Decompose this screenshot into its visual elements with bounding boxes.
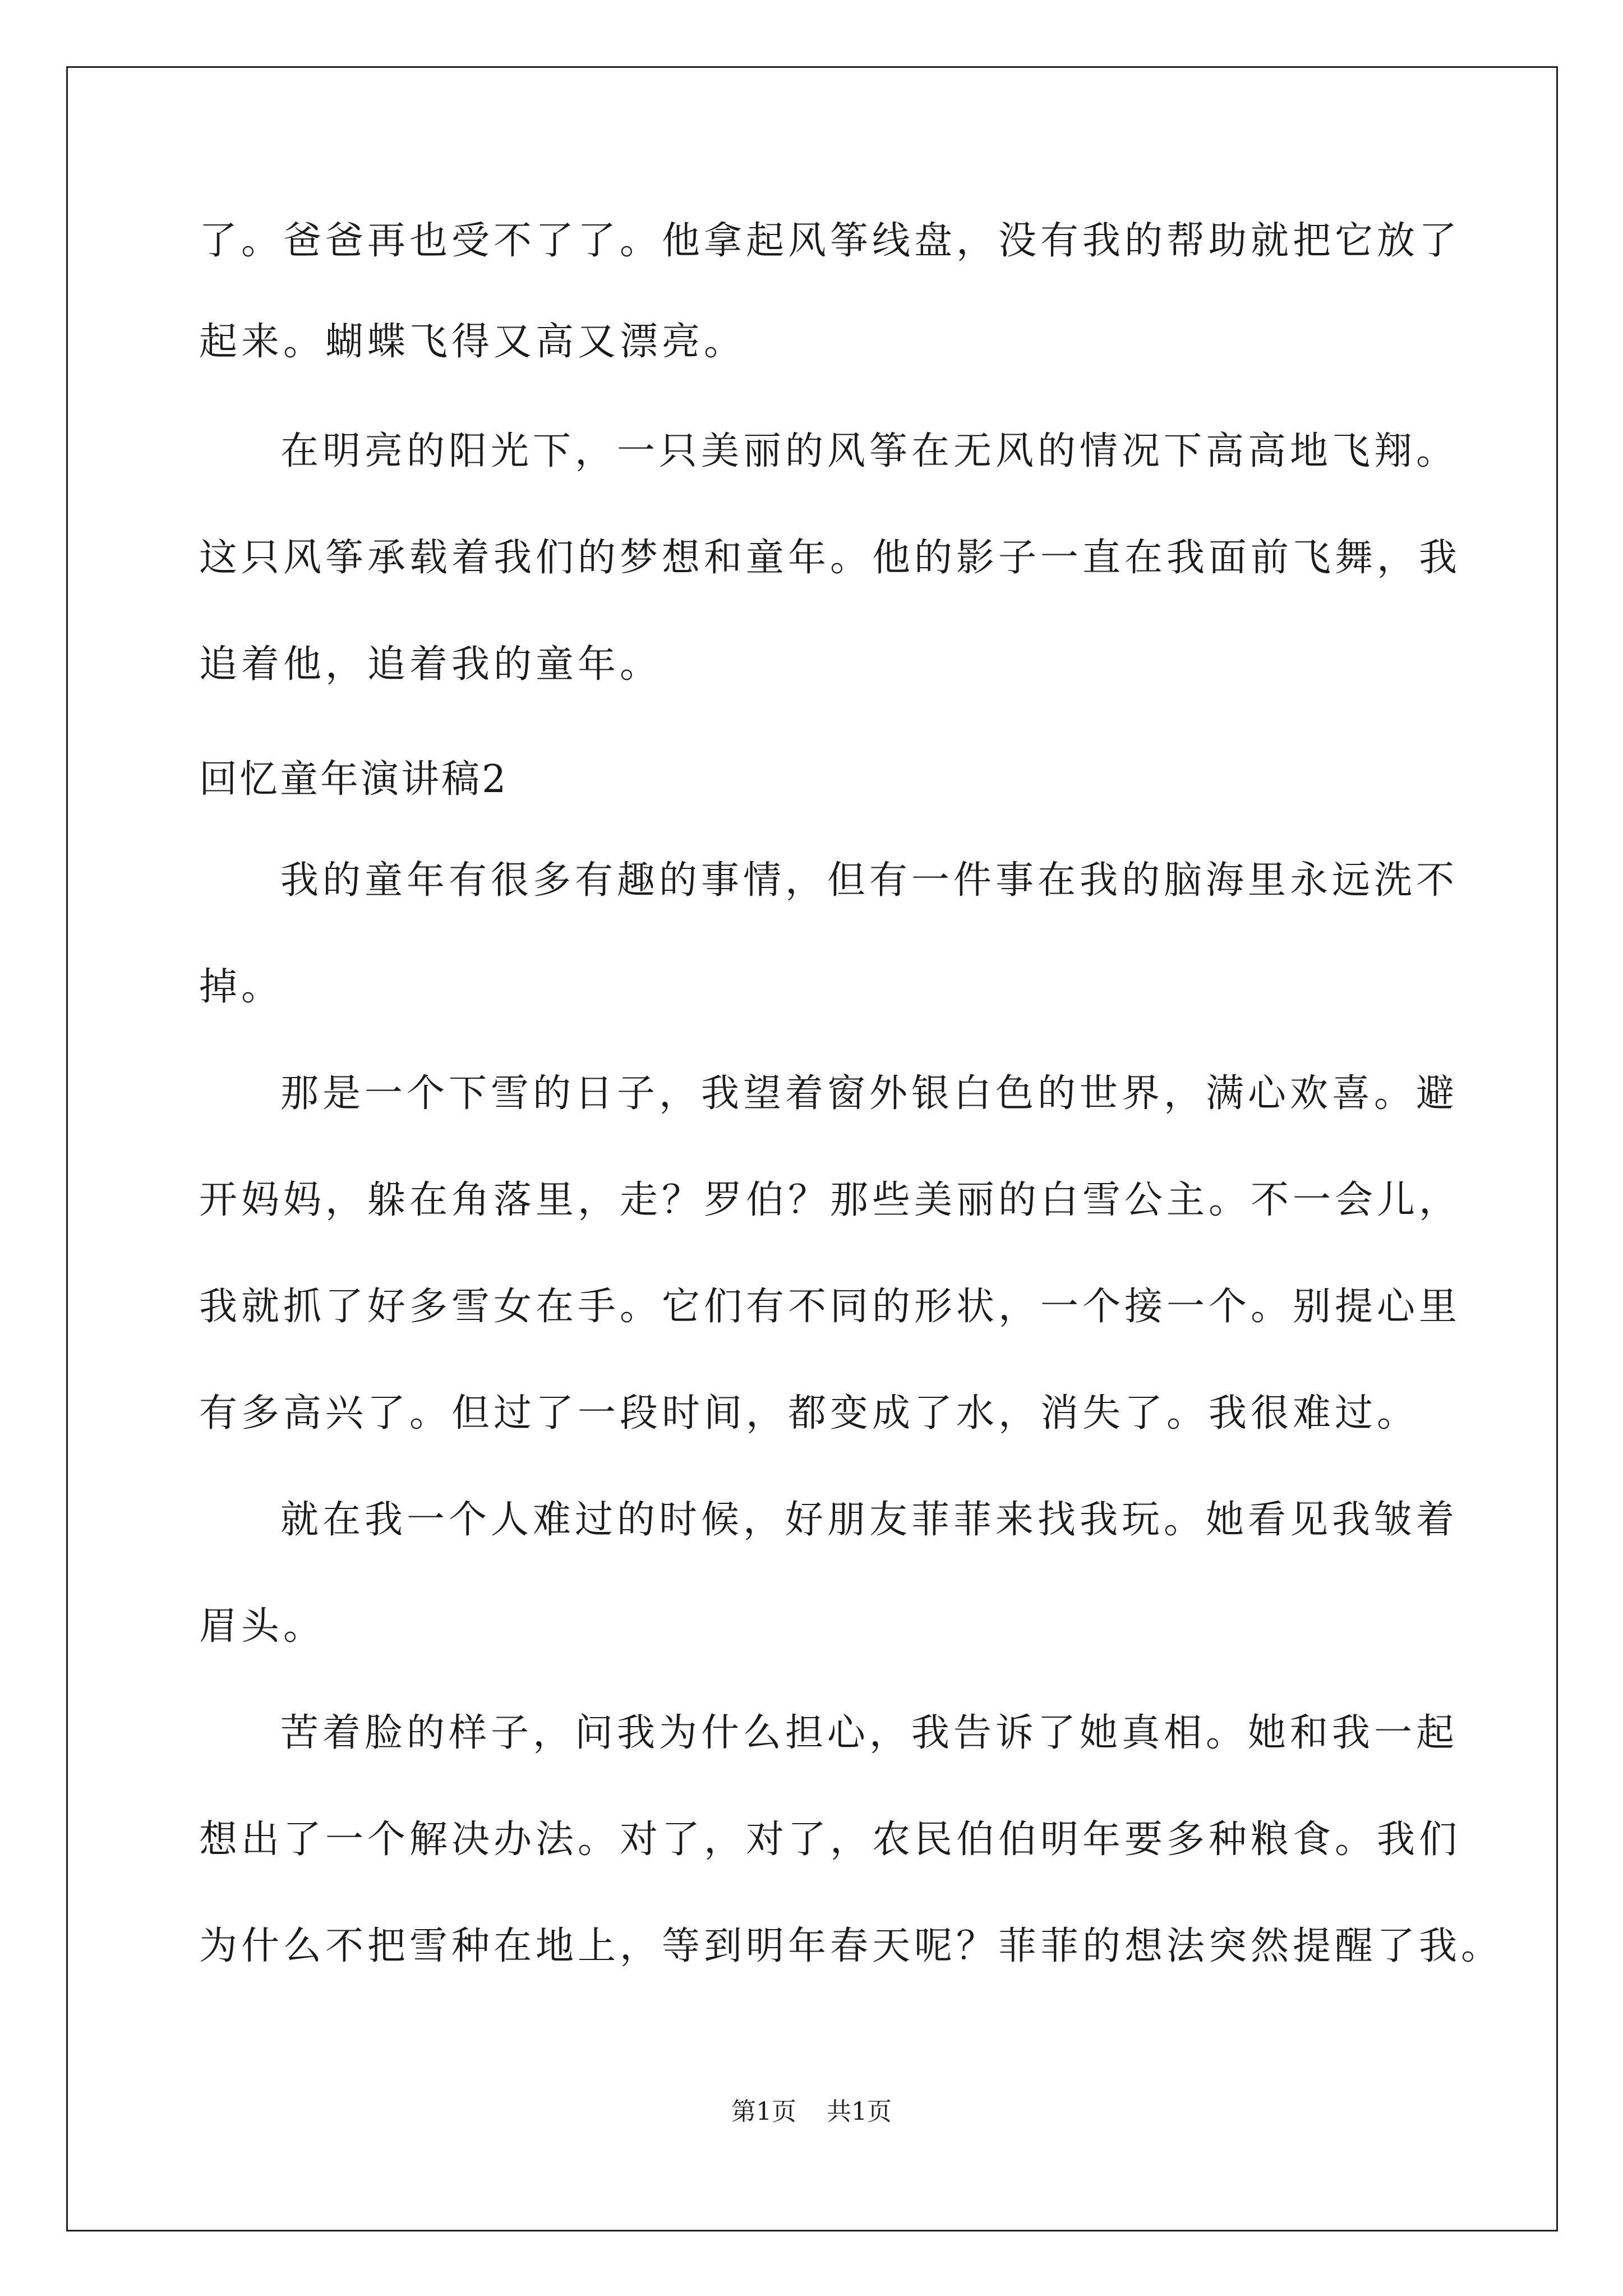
body-line: 想出了一个解决办法。对了，对了，农民伯伯明年要多种粮食。我们 bbox=[199, 1818, 1461, 1862]
section-heading: 回忆童年演讲稿2 bbox=[199, 757, 509, 802]
body-line: 这只风筝承载着我们的梦想和童年。他的影子一直在我面前飞舞，我 bbox=[199, 536, 1461, 580]
body-line: 我就抓了好多雪女在手。它们有不同的形状，一个接一个。别提心里 bbox=[199, 1285, 1461, 1329]
page-border bbox=[66, 66, 1558, 2231]
page-total: 共1页 bbox=[827, 2097, 892, 2126]
paragraph-start: 苦着脸的样子，问我为什么担心，我告诉了她真相。她和我一起 bbox=[280, 1711, 1459, 1755]
paragraph-start: 就在我一个人难过的时候，好朋友菲菲来找我玩。她看见我皱着 bbox=[280, 1498, 1459, 1542]
body-line: 掉。 bbox=[199, 965, 284, 1009]
page-footer bbox=[0, 2095, 1623, 2129]
page-number: 第1页 bbox=[731, 2097, 796, 2126]
body-line: 眉头。 bbox=[199, 1604, 326, 1649]
paragraph-start: 那是一个下雪的日子，我望着窗外银白色的世界，满心欢喜。避 bbox=[280, 1071, 1459, 1116]
body-line: 追着他，追着我的童年。 bbox=[199, 642, 662, 687]
body-line: 起来。蝴蝶飞得又高又漂亮。 bbox=[199, 320, 746, 364]
paragraph-start: 我的童年有很多有趣的事情，但有一件事在我的脑海里永远洗不 bbox=[280, 858, 1459, 903]
body-line: 开妈妈，躲在角落里，走？罗伯？那些美丽的白雪公主。不一会儿， bbox=[199, 1178, 1461, 1222]
paragraph-start: 在明亮的阳光下，一只美丽的风筝在无风的情况下高高地飞翔。 bbox=[280, 429, 1459, 473]
body-line: 了。爸爸再也受不了了。他拿起风筝线盘，没有我的帮助就把它放了 bbox=[199, 219, 1461, 263]
body-line: 有多高兴了。但过了一段时间，都变成了水，消失了。我很难过。 bbox=[199, 1391, 1419, 1435]
body-line: 为什么不把雪种在地上，等到明年春天呢？菲菲的想法突然提醒了我。 bbox=[199, 1924, 1504, 1968]
